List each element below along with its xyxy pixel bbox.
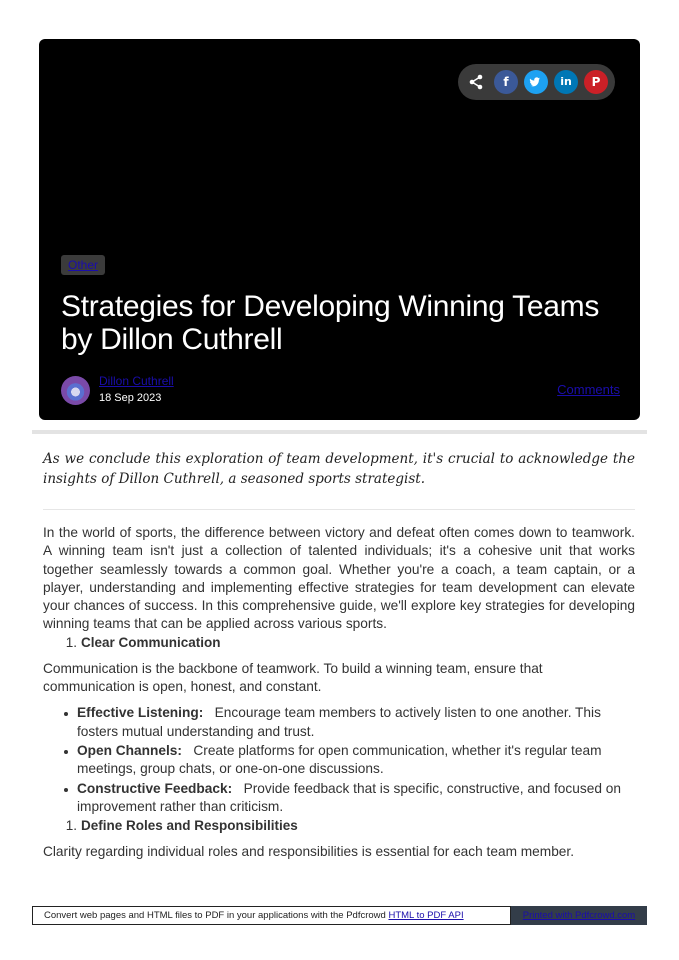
- section-heading-text: Define Roles and Responsibilities: [81, 818, 298, 834]
- pdf-footer-notice: [32, 906, 511, 925]
- bullet-term: Effective Listening:: [77, 705, 204, 721]
- section-heading: [43, 634, 635, 652]
- section-divider: [32, 430, 647, 434]
- bullet-text: Create platforms for open communication, whether it's regular team meetings, group chats, or one-on-one discussions.: [77, 742, 602, 777]
- bullet-text: Encourage team members to actively listen to one another. This fosters mutual understanding and trust.: [77, 705, 601, 739]
- bullet-text: Provide feedback that is specific, constructive, and focused on improvement rather than criticism.: [77, 780, 621, 814]
- post-date: 18 Sep 2023: [99, 392, 162, 404]
- article-lead: As we conclude this exploration of team development, it's crucial to acknowledge the insights of Dillon Cuthrell, a seasoned sports strategist.: [43, 451, 635, 487]
- bullet-icon: [64, 788, 68, 792]
- intro-paragraph: In the world of sports, the difference between victory and defeat often comes down to teamwork. A winning team isn't just a collection of talented individuals; it's a cohesive unit that works together seamlessly towards a common goal. Whether you're a coach, a team captain, or a player, understanding and implementing effective strategies for team development can elevate your chances of success. In this comprehensive guide, we'll explore key strategies for developing winning teams that can be applied across various sports.: [43, 525, 635, 632]
- article-body: [43, 524, 635, 861]
- share-icon[interactable]: [464, 70, 488, 94]
- lead-divider: [43, 509, 635, 510]
- section-description: Clarity regarding individual roles and responsibilities is essential for each team member.: [43, 844, 575, 860]
- twitter-icon[interactable]: [524, 70, 548, 94]
- bullet-term: Constructive Feedback:: [77, 780, 233, 796]
- printed-with-badge: [511, 906, 647, 925]
- bullet-term: Open Channels:: [77, 742, 182, 758]
- hero-banner: [39, 39, 640, 420]
- list-item: [43, 704, 635, 741]
- section-description: Communication is the backbone of teamwork. To build a winning team, ensure that communication is open, honest, and constant.: [43, 660, 543, 695]
- comments-link[interactable]: Comments: [557, 382, 620, 397]
- category-link[interactable]: Other: [61, 255, 105, 275]
- footer-text: Convert web pages and HTML files to PDF in your applications with the Pdfcrowd: [44, 910, 386, 921]
- author-avatar[interactable]: [61, 376, 90, 405]
- printed-with-link[interactable]: Printed with Pdfcrowd.com: [522, 910, 636, 921]
- list-item: [43, 742, 635, 779]
- pinterest-icon[interactable]: P: [584, 70, 608, 94]
- list-item: [43, 780, 635, 817]
- facebook-icon[interactable]: f: [494, 70, 518, 94]
- author-link[interactable]: Dillon Cuthrell: [99, 374, 174, 388]
- html-to-pdf-link[interactable]: HTML to PDF API: [388, 910, 464, 921]
- linkedin-icon[interactable]: in: [554, 70, 578, 94]
- bullet-list: [43, 704, 635, 816]
- article-title: Strategies for Developing Winning Teams by Dillon Cuthrell: [61, 290, 600, 356]
- section-number: 1.: [65, 818, 77, 834]
- section-heading-text: Clear Communication: [81, 634, 221, 650]
- bullet-icon: [64, 750, 68, 754]
- share-bar: [458, 64, 615, 100]
- section-heading: [43, 817, 635, 835]
- bullet-icon: [64, 712, 68, 716]
- section-number: 1.: [65, 634, 77, 650]
